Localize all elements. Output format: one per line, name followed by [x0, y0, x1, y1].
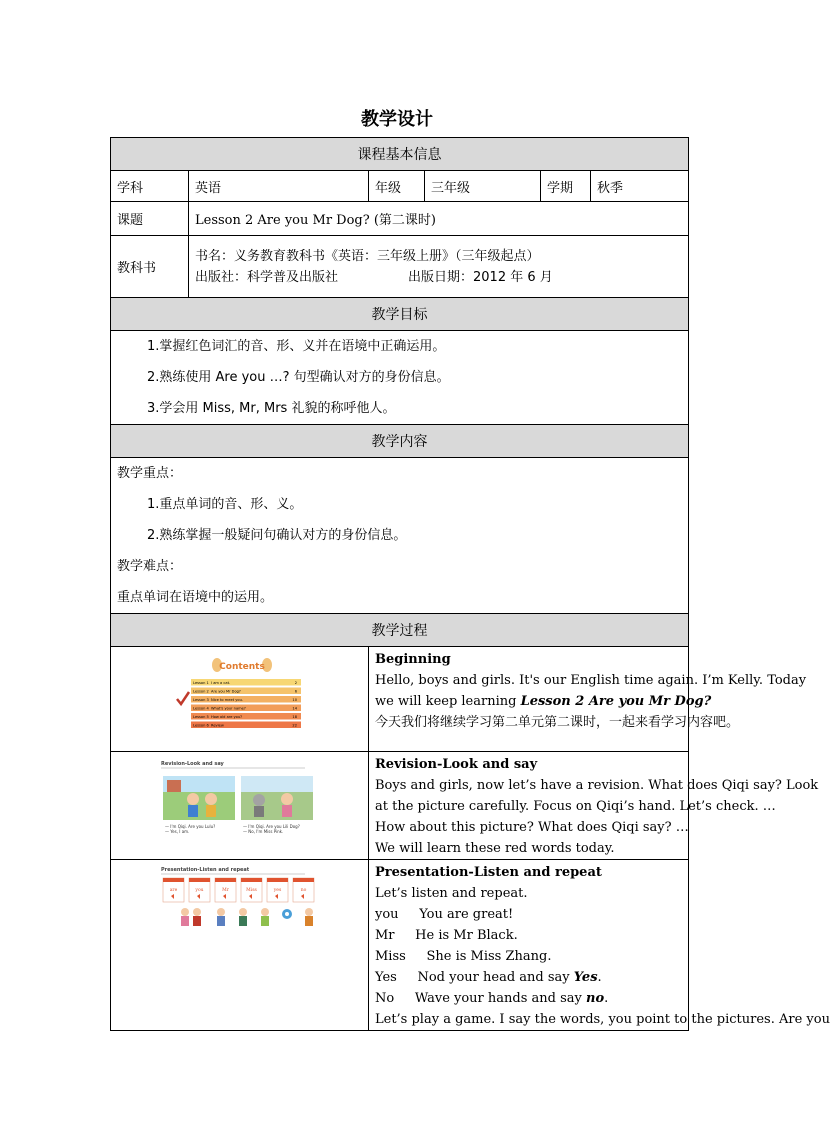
presentation-slide-title: Presentation-Listen and repeat — [160, 867, 249, 873]
beginning-line — [375, 691, 712, 712]
presentation-line: No Wave your hands and say no. — [375, 991, 609, 1006]
key-point-item: 1.重点单词的音、形、义。 — [147, 497, 303, 512]
contents-lesson-label: Lesson 4 — [192, 706, 209, 711]
contents-lesson-name: Are you Mr Dog? — [210, 689, 241, 694]
presentation-line: Yes Nod your head and say Yes. — [375, 970, 602, 985]
word-card-label: no — [300, 888, 306, 893]
beginning-text — [369, 647, 807, 752]
contents-page-number: 14 — [291, 706, 297, 711]
basic-info-header: 课程基本信息 — [111, 138, 689, 171]
contents-page-number: 2 — [294, 681, 297, 685]
word-card-label: Mr — [221, 888, 229, 893]
content-header: 教学内容 — [111, 425, 689, 458]
presentation-line-text: Yes Nod your head and say — [375, 970, 574, 985]
revision-text — [369, 752, 819, 860]
lesson-plan-table — [110, 137, 830, 1031]
subject-label: 学科 — [111, 171, 189, 202]
beginning-heading: Beginning — [375, 652, 451, 667]
textbook-info — [189, 236, 689, 298]
key-point-item: 2.熟练掌握一般疑问句确认对方的身份信息。 — [147, 528, 407, 543]
objective-item: 2.熟练使用 Are you …? 句型确认对方的身份信息。 — [147, 370, 450, 385]
topic-value: Lesson 2 Are you Mr Dog? (第二课时) — [189, 202, 689, 236]
presentation-line: you You are great! — [375, 907, 514, 922]
beginning-line-text: we will keep learning — [375, 694, 521, 709]
caption-1b: — Yes, I am. — [164, 828, 189, 834]
word-card-label: Miss — [245, 888, 257, 893]
topic-label: 课题 — [111, 202, 189, 236]
contents-lesson-label: Lesson 6 — [192, 723, 209, 728]
word-card-label: are — [169, 888, 177, 893]
contents-lesson-name: I am a cat. — [210, 681, 230, 685]
revision-heading: Revision-Look and say — [375, 757, 538, 772]
contents-lesson-label: Lesson 5 — [192, 715, 209, 719]
beginning-line: Hello, boys and girls. It's our English time again. I’m Kelly. Today — [375, 673, 807, 688]
textbook-name: 书名：义务教育教科书《英语：三年级上册》（三年级起点） — [195, 248, 540, 264]
caption-2b: — No, I'm Miss Pink. — [242, 828, 283, 834]
presentation-heading: Presentation-Listen and repeat — [375, 865, 602, 880]
revision-thumbnail — [111, 752, 369, 860]
textbook-label: 教科书 — [111, 236, 189, 298]
presentation-text — [369, 860, 830, 1031]
contents-lesson-label: Lesson 1 — [192, 681, 209, 685]
word-card-label: you — [194, 888, 204, 893]
revision-line: We will learn these red words today. — [375, 841, 615, 856]
revision-line: Boys and girls, now let’s have a revision. What does Qiqi say? Look — [375, 778, 819, 793]
objective-item: 3.学会用 Miss, Mr, Mrs 礼貌的称呼他人。 — [147, 401, 396, 416]
presentation-thumbnail — [111, 860, 369, 1031]
difficult-points-text: 重点单词在语境中的运用。 — [117, 590, 274, 605]
contents-page-number: 22 — [291, 723, 297, 728]
caption-2a: — I'm Qiqi. Are you Lili Dog? — [242, 823, 300, 829]
presentation-line: Mr He is Mr Black. — [375, 928, 518, 943]
caption-1a: — I'm Qiqi. Are you Lulu? — [164, 823, 215, 829]
contents-lesson-label: Lesson 3 — [192, 698, 209, 702]
lesson-title-emphasis: Lesson 2 Are you Mr Dog? — [520, 694, 712, 709]
publisher: 出版社：科学普及出版社 — [195, 269, 339, 285]
presentation-line-text: No Wave your hands and say — [375, 991, 587, 1006]
presentation-slide-image — [155, 860, 325, 960]
revision-slide-image — [155, 754, 325, 854]
contents-slide-image — [155, 647, 325, 747]
grade-value: 三年级 — [425, 171, 541, 202]
contents-title: Contents — [218, 662, 265, 672]
revision-slide-title: Revision-Look and say — [160, 760, 224, 767]
process-header: 教学过程 — [111, 614, 689, 647]
contents-lesson-name: How old are you? — [210, 715, 242, 719]
key-points-label: 教学重点： — [117, 466, 183, 481]
grade-label: 年级 — [369, 171, 425, 202]
contents-lesson-label: Lesson 2 — [192, 689, 209, 694]
revision-line: How about this picture? What does Qiqi say? … — [375, 820, 689, 835]
document-title: 教学设计 — [361, 109, 433, 130]
contents-page-number: 6 — [294, 689, 297, 694]
subject-value: 英语 — [189, 171, 369, 202]
presentation-line: Let’s listen and repeat. — [375, 886, 528, 901]
beginning-line: 今天我们将继续学习第二单元第二课时，一起来看学习内容吧。 — [375, 715, 740, 730]
presentation-line: Let’s play a game. I say the words, you point to the pictures. Are you — [375, 1012, 830, 1027]
presentation-line: Miss She is Miss Zhang. — [375, 949, 552, 964]
difficult-points-label: 教学难点： — [117, 559, 183, 574]
content-body — [111, 458, 689, 614]
publish-date: 出版日期：2012 年 6 月 — [408, 269, 553, 285]
contents-page-number: 18 — [291, 715, 297, 719]
contents-lesson-name: What's your name? — [210, 706, 246, 711]
contents-lesson-name: Review — [210, 723, 224, 728]
objectives-list — [111, 331, 689, 425]
revision-line: at the picture carefully. Focus on Qiqi’s hand. Let’s check. … — [375, 799, 776, 814]
objectives-header: 教学目标 — [111, 298, 689, 331]
word-card-label: yes — [273, 888, 281, 893]
contents-page-number: 10 — [291, 698, 297, 702]
yes-emphasis: Yes — [573, 970, 598, 985]
objective-item: 1.掌握红色词汇的音、形、义并在语境中正确运用。 — [147, 339, 446, 354]
beginning-thumbnail — [111, 647, 369, 752]
term-value: 秋季 — [591, 171, 689, 202]
contents-lesson-name: Nice to meet you. — [210, 698, 243, 702]
no-emphasis: no — [586, 991, 605, 1006]
publisher-line — [195, 267, 682, 288]
term-label: 学期 — [541, 171, 591, 202]
